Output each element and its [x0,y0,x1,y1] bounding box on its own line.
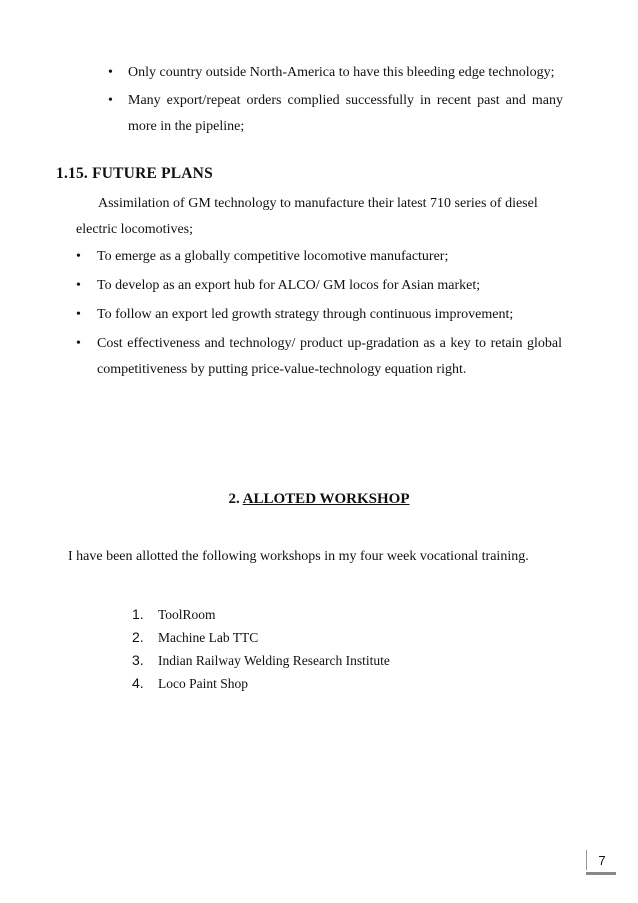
page-number-divider [586,850,587,870]
list-item-number: 1. [132,606,144,622]
workshop-intro: I have been allotted the following workshops in my four week vocational training. [68,549,529,564]
future-plans-intro: Assimilation of GM technology to manufacture their latest 710 series of diesel electric locomotives; [76,196,538,237]
list-item [132,603,390,626]
list-item-label: Machine Lab TTC [158,630,259,645]
list-item-number: 4. [132,675,144,691]
workshop-list [132,603,390,695]
bullet-item: • To develop as an export hub for ALCO/ GM locos for Asian market; [76,273,562,299]
chapter-title-text: ALLOTED WORKSHOP [242,491,410,507]
list-item [132,649,390,672]
list-item-number: 2. [132,629,144,645]
list-item-label: Loco Paint Shop [158,676,248,691]
bullet-item: • Many export/repeat orders complied successfully in recent past and many more in the pipeline; [108,88,563,140]
bullet-item: • Cost effectiveness and technology/ product up-gradation as a key to retain global competitiveness by putting price-value-technology equation right. [76,331,562,383]
future-plans-bullet-list [76,244,562,386]
bullet-item: • Only country outside North-America to have this bleeding edge technology; [108,60,563,86]
list-item-label: Indian Railway Welding Research Institute [158,653,390,668]
page-number-underline [586,872,616,875]
chapter-number: 2. [228,491,240,507]
bullet-item: • To follow an export led growth strategy through continuous improvement; [76,302,562,328]
bullet-item: • To emerge as a globally competitive locomotive manufacturer; [76,244,562,270]
list-item-number: 3. [132,652,144,668]
page-number: 7 [598,853,606,868]
capabilities-bullet-list [108,60,563,142]
chapter-title [0,491,638,508]
future-plans-heading: 1.15. FUTURE PLANS [56,165,213,182]
list-item-label: ToolRoom [158,607,216,622]
list-item [132,672,390,695]
list-item [132,626,390,649]
